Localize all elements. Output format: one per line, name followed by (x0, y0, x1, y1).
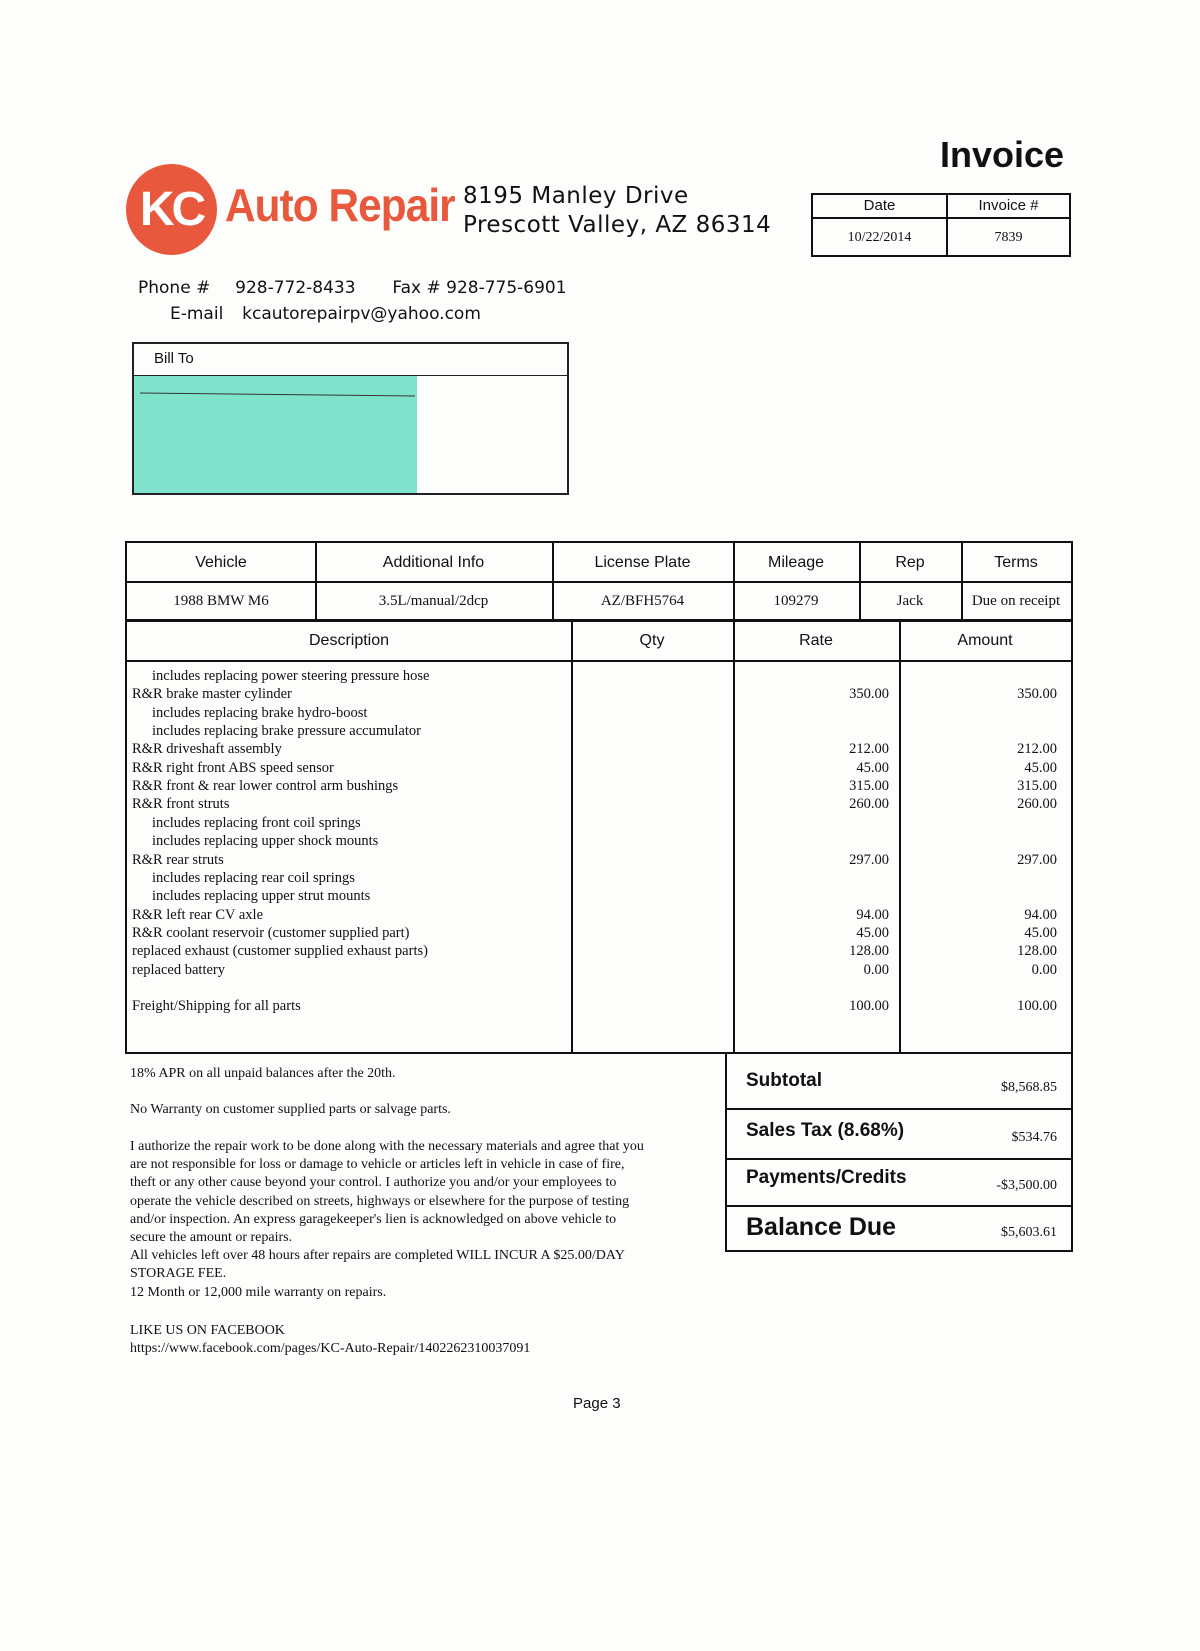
phone-number: 928-772-8433 (235, 278, 356, 298)
line-item-row (127, 777, 1071, 795)
payments-value: -$3,500.00 (996, 1178, 1057, 1193)
line-item-rate: 45.00 (856, 924, 889, 941)
line-item-amount: 94.00 (1024, 906, 1057, 923)
subtotal-label: Subtotal (746, 1070, 822, 1091)
additional-info-value: 3.5L/manual/2dcp (378, 593, 489, 609)
license-plate-header: License Plate (594, 554, 691, 571)
line-item-rate: 45.00 (856, 759, 889, 776)
balance-due-row (727, 1207, 1071, 1252)
vehicle-value: 1988 BMW M6 (173, 593, 269, 609)
sales-tax-row (727, 1110, 1071, 1158)
invoice-number-header: Invoice # (948, 195, 1069, 219)
bill-to-label: Bill To (154, 350, 194, 367)
invoice-title: Invoice (940, 134, 1065, 175)
line-item-rate: 260.00 (849, 796, 889, 813)
balance-due-value: $5,603.61 (1001, 1225, 1057, 1240)
additional-info-header: Additional Info (382, 554, 485, 571)
terms-value: Due on receipt (971, 593, 1061, 609)
payments-row (727, 1160, 1071, 1205)
phone-label: Phone # (138, 278, 211, 298)
vehicle-header: Vehicle (195, 554, 247, 571)
facebook-url: https://www.facebook.com/pages/KC-Auto-Repair/1402262310037091 (130, 1341, 531, 1356)
line-item-amount: 128.00 (1017, 943, 1057, 960)
email-address: kcautorepairpv@yahoo.com (242, 304, 481, 324)
rep-header: Rep (895, 554, 925, 571)
line-item-rate: 128.00 (849, 943, 889, 960)
phone-line (138, 278, 567, 298)
mileage-header: Mileage (767, 554, 825, 571)
line-item-row (127, 832, 1071, 850)
amount-header: Amount (957, 632, 1013, 649)
line-item-row (127, 906, 1071, 924)
qty-header: Qty (639, 632, 665, 649)
address-line-2: Prescott Valley, AZ 86314 (463, 212, 772, 238)
line-item-description: includes replacing power steering pressure hose (152, 668, 430, 684)
license-plate-value: AZ/BFH5764 (600, 593, 685, 609)
line-item-description: R&R front struts (132, 796, 230, 813)
line-item-description: Freight/Shipping for all parts (132, 998, 301, 1015)
date-header: Date (813, 195, 948, 219)
invoice-info-table (811, 193, 1071, 257)
company-logo-badge: KC (126, 164, 217, 255)
line-item-amount: 297.00 (1017, 851, 1057, 868)
line-item-description: R&R driveshaft assembly (132, 741, 282, 758)
authorization-line: are not responsible for loss or damage to vehicle or articles left in vehicle in case of fire, (130, 1157, 625, 1173)
line-item-description: R&R rear struts (132, 851, 224, 868)
authorization-line: secure the amount or repairs. (130, 1230, 293, 1246)
line-item-description: R&R brake master cylinder (132, 686, 292, 703)
line-item-rate: 212.00 (849, 741, 889, 758)
items-header-divider (127, 660, 1071, 662)
company-logo-name: Auto Repair (225, 179, 455, 231)
line-item-description: replaced exhaust (customer supplied exhaust parts) (132, 943, 428, 960)
line-item-description: R&R right front ABS speed sensor (132, 759, 334, 776)
email-label: E-mail (170, 304, 224, 324)
line-item-row (127, 740, 1071, 758)
sales-tax-value: $534.76 (1011, 1130, 1057, 1145)
line-item-description: includes replacing front coil springs (152, 814, 361, 831)
line-item-row (127, 667, 1071, 685)
facebook-label: LIKE US ON FACEBOOK (130, 1323, 285, 1338)
line-item-row (127, 961, 1071, 979)
authorization-line: theft or any other cause beyond your control. I authorize you and/or your employees to (130, 1175, 617, 1191)
apr-note: 18% APR on all unpaid balances after the 20th. (130, 1066, 396, 1081)
line-item-row (127, 685, 1071, 703)
authorization-terms (130, 1138, 644, 1302)
line-item-rate: 315.00 (849, 778, 889, 795)
line-item-description: includes replacing rear coil springs (152, 869, 355, 886)
balance-due-label: Balance Due (746, 1213, 897, 1241)
line-item-description: includes replacing upper strut mounts (152, 888, 371, 905)
payments-label: Payments/Credits (746, 1167, 907, 1188)
company-address (463, 182, 771, 240)
line-item-amount: 350.00 (1017, 686, 1057, 703)
vehicle-table (125, 541, 1073, 621)
line-item-rate: 100.00 (849, 998, 889, 1015)
authorization-line: STORAGE FEE. (130, 1266, 227, 1282)
sales-tax-label: Sales Tax (8.68%) (746, 1120, 905, 1141)
authorization-line: and/or inspection. An express garagekeeper's lien is acknowledged on above vehicle to (130, 1211, 617, 1227)
line-item-amount: 260.00 (1017, 796, 1057, 813)
page-number: Page 3 (573, 1395, 621, 1412)
line-item-row (127, 851, 1071, 869)
totals-box (725, 1054, 1073, 1252)
line-item-row (127, 759, 1071, 777)
line-item-amount: 315.00 (1017, 778, 1057, 795)
line-item-row (127, 887, 1071, 905)
line-item-description: R&R left rear CV axle (132, 906, 264, 923)
line-item-description: replaced battery (132, 961, 225, 978)
line-item-description: includes replacing brake pressure accumulator (152, 723, 421, 740)
line-item-row (127, 704, 1071, 722)
fax-label: Fax # (392, 278, 441, 298)
line-items-table (125, 620, 1073, 1054)
line-item-rate: 94.00 (856, 906, 889, 923)
email-line (170, 304, 481, 324)
line-item-row (127, 942, 1071, 960)
line-item-rate: 350.00 (849, 686, 889, 703)
line-item-row (127, 997, 1071, 1015)
line-item-description: R&R coolant reservoir (customer supplied part) (132, 924, 410, 941)
line-item-description: R&R front & rear lower control arm bushings (132, 778, 399, 795)
line-item-description: includes replacing upper shock mounts (152, 833, 379, 850)
authorization-line: All vehicles left over 48 hours after repairs are completed WILL INCUR A $25.00/DAY (130, 1248, 625, 1264)
line-item-description: includes replacing brake hydro-boost (152, 704, 368, 721)
line-item-row (127, 795, 1071, 813)
authorization-line: 12 Month or 12,000 mile warranty on repairs. (130, 1284, 387, 1300)
line-item-row (127, 869, 1071, 887)
authorization-line: operate the vehicle described on streets, highways or elsewhere for the purpose of testing (130, 1193, 630, 1209)
line-item-row (127, 924, 1071, 942)
rep-value: Jack (896, 593, 924, 609)
invoice-date: 10/22/2014 (813, 219, 948, 255)
line-item-amount: 212.00 (1017, 741, 1057, 758)
line-item-amount: 45.00 (1024, 759, 1057, 776)
fax-number: 928-775-6901 (446, 278, 567, 298)
invoice-number: 7839 (994, 230, 1023, 245)
line-item-rate: 0.00 (863, 961, 889, 978)
line-item-amount: 100.00 (1017, 998, 1057, 1015)
address-line-1: 8195 Manley Drive (463, 183, 689, 209)
line-item-row (127, 814, 1071, 832)
authorization-line: I authorize the repair work to be done along with the necessary materials and agree that you (130, 1139, 644, 1154)
line-item-row (127, 979, 1071, 997)
line-item-rate: 297.00 (849, 851, 889, 868)
no-warranty-note: No Warranty on customer supplied parts or salvage parts. (130, 1102, 451, 1117)
description-header: Description (308, 632, 390, 649)
line-item-row (127, 722, 1071, 740)
rate-header: Rate (799, 632, 833, 649)
terms-header: Terms (994, 554, 1038, 571)
mileage-value: 109279 (773, 593, 819, 609)
line-item-amount: 0.00 (1031, 961, 1057, 978)
line-item-amount: 45.00 (1024, 924, 1057, 941)
subtotal-value: $8,568.85 (1001, 1080, 1057, 1095)
subtotal-row (727, 1054, 1071, 1108)
